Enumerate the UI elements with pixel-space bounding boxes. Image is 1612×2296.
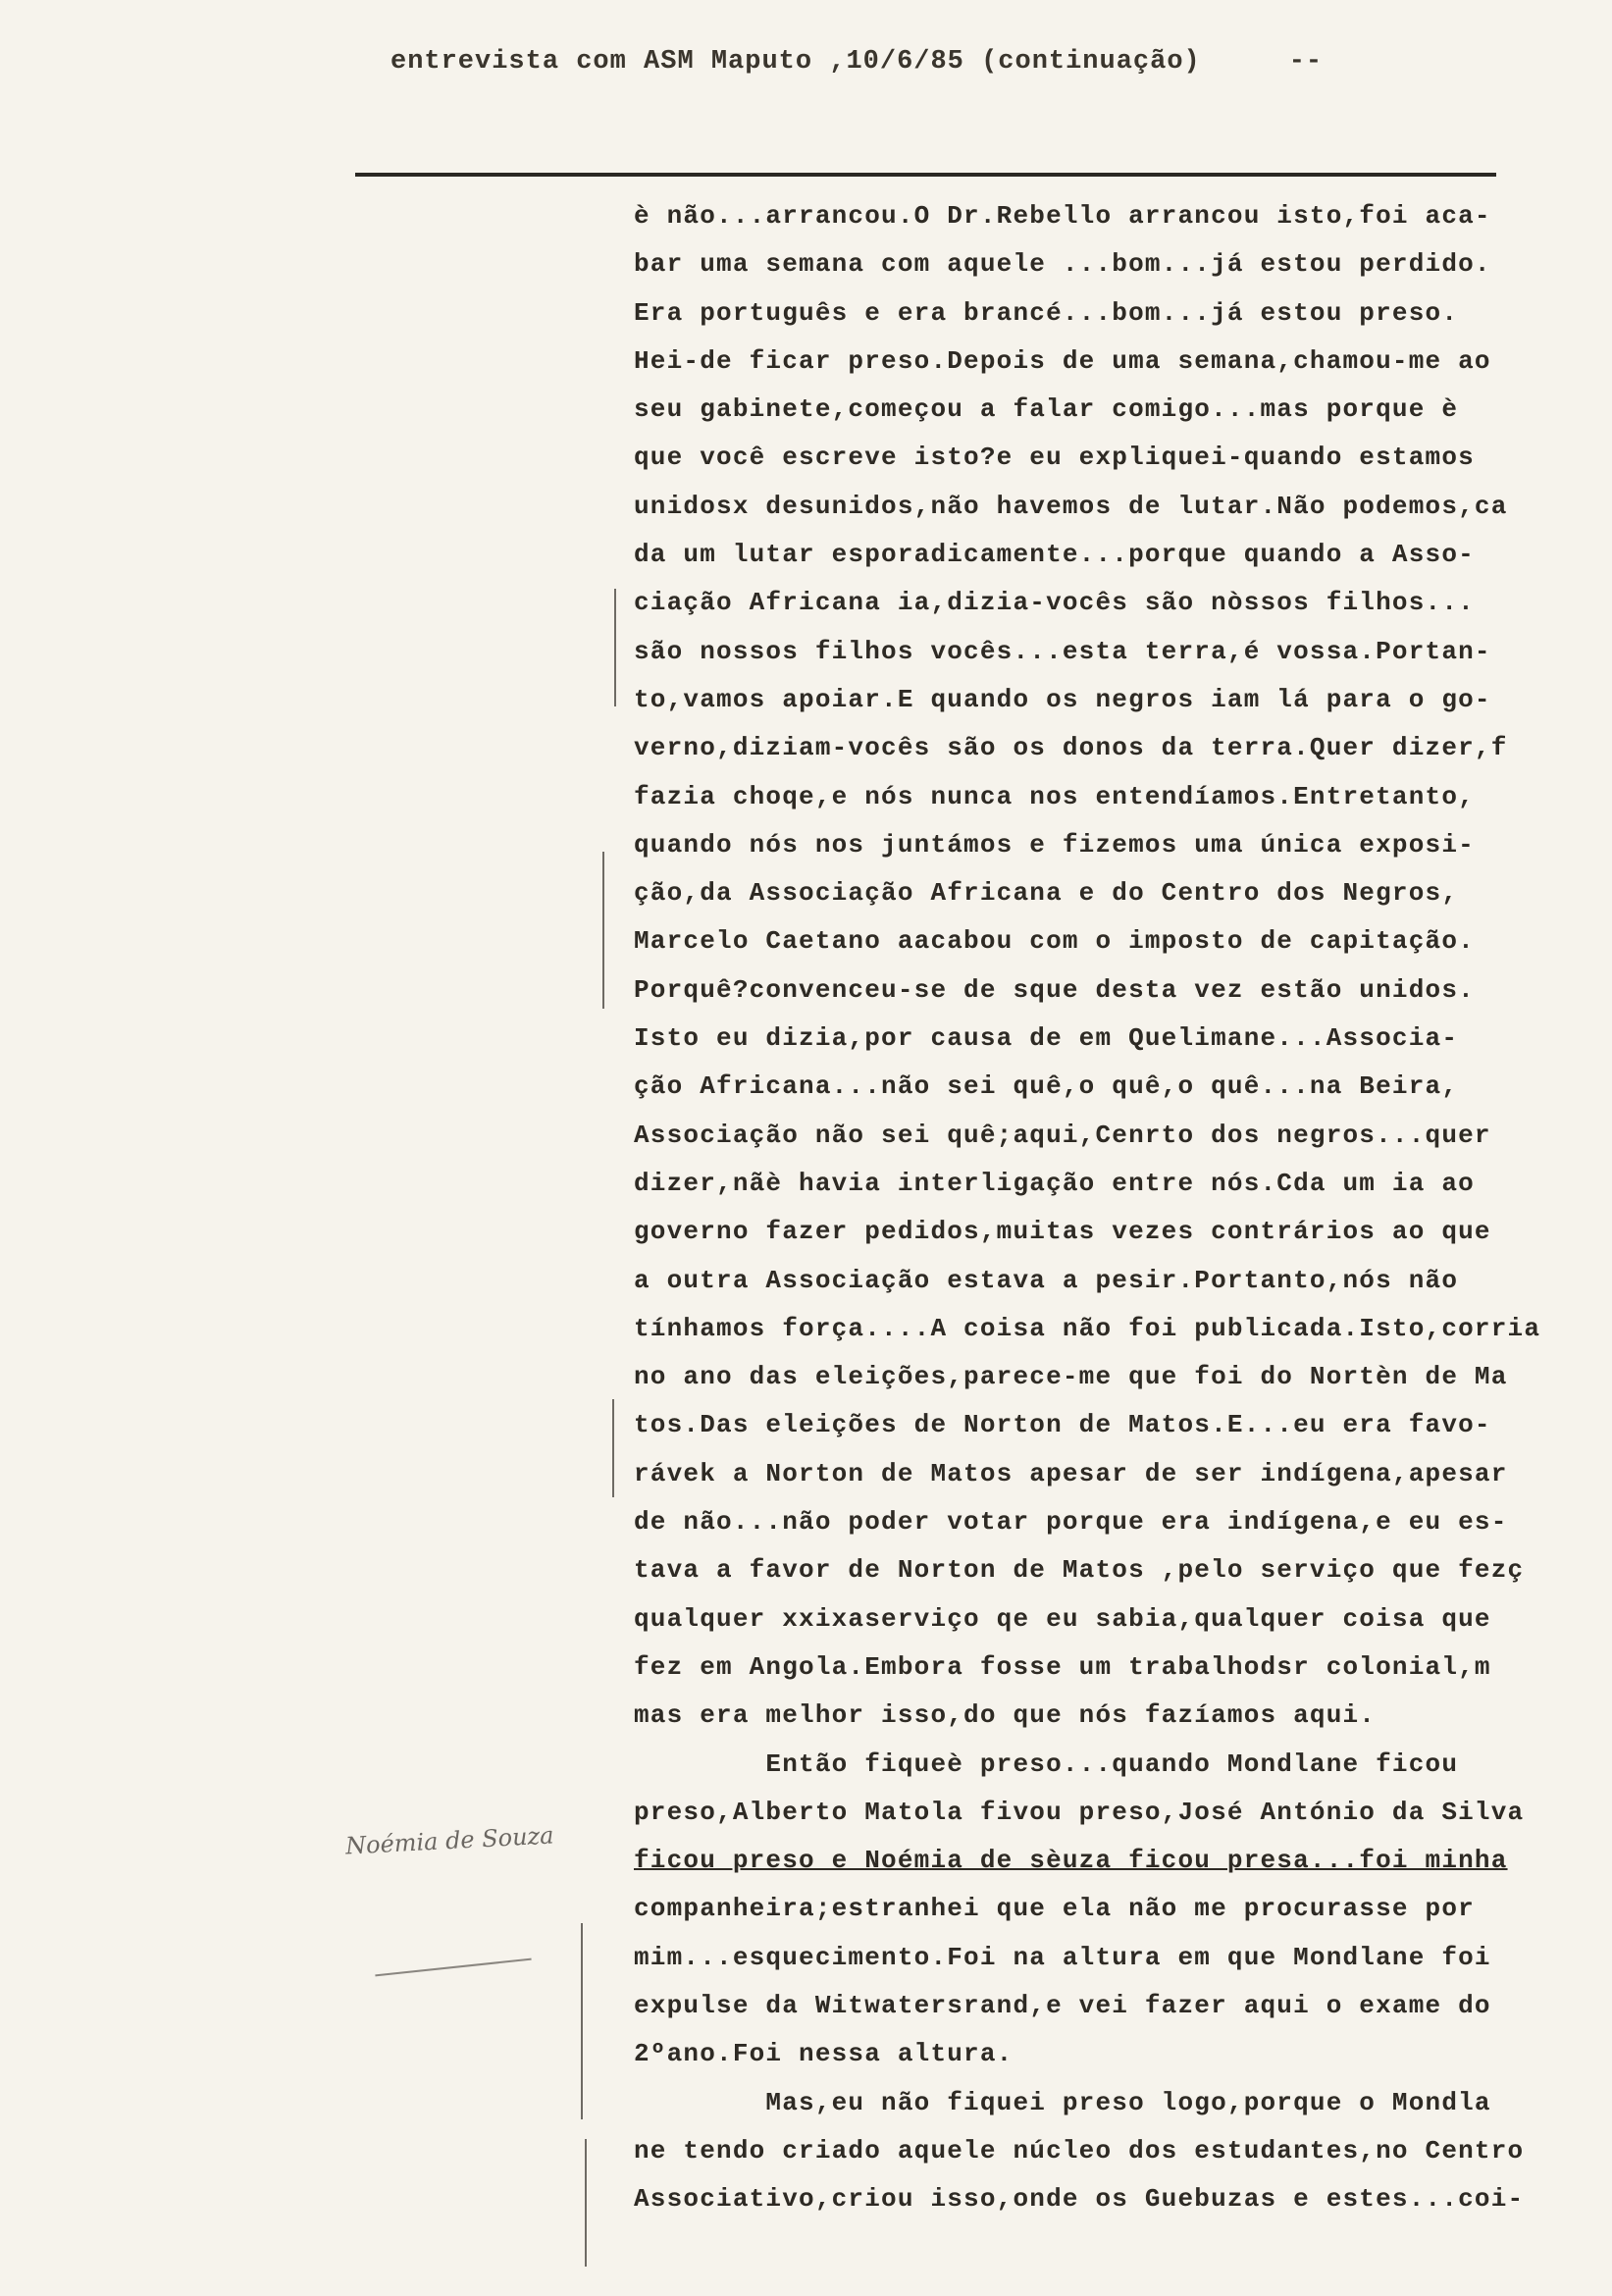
header-rule [355, 173, 1496, 177]
text-line: preso,Alberto Matola fivou preso,José António da Silva [634, 1797, 1525, 1827]
text-line: Marcelo Caetano aacabou com o imposto de capitação. [634, 926, 1475, 957]
text-line: a outra Associação estava a pesir.Portanto,nós não [634, 1265, 1459, 1295]
text-line: companheira;estranhei que ela não me procurasse por [634, 1894, 1475, 1924]
text-line: ciação Africana ia,dizia-vocês são nòssos filhos... [634, 588, 1475, 618]
text-line: ção,da Associação Africana e do Centro dos Negros, [634, 878, 1459, 909]
text-line: ção Africana...não sei quê,o quê,o quê...na Beira, [634, 1071, 1459, 1102]
text-line: Associação não sei quê;aqui,Cenrto dos negros...quer [634, 1120, 1491, 1150]
text-line: bar uma semana com aquele ...bom...já estou perdido. [634, 249, 1491, 280]
text-line: Isto eu dizia,por causa de em Quelimane...Associa- [634, 1023, 1459, 1054]
margin-bracket [581, 1923, 583, 2119]
text-line: governo fazer pedidos,muitas vezes contrários ao que [634, 1217, 1491, 1247]
text-line: Mas,eu não fiquei preso logo,porque o Mondla [634, 2087, 1491, 2117]
text-line: Então fiqueè preso...quando Mondlane ficou [634, 1748, 1459, 1779]
text-line: Hei-de ficar preso.Depois de uma semana,chamou-me ao [634, 345, 1491, 376]
text-line: fazia choqe,e nós nunca nos entendíamos.Entretanto, [634, 781, 1475, 811]
text-line: 2ºano.Foi nessa altura. [634, 2039, 1014, 2069]
page-header [390, 47, 1323, 77]
text-line: verno,diziam-vocês são os donos da terra.Quer dizer,f [634, 733, 1508, 763]
handwritten-underline [375, 1958, 531, 1977]
text-line: qualquer xxixaserviço qe eu sabia,qualquer coisa que [634, 1603, 1491, 1634]
margin-handwritten-note: Noémia de Souza [344, 1821, 555, 1860]
text-line: tínhamos força....A coisa não foi publicada.Isto,corria [634, 1313, 1541, 1343]
text-line: tava a favor de Norton de Matos ,pelo serviço que fezç [634, 1555, 1525, 1586]
text-line: fez em Angola.Embora fosse um trabalhodsr colonial,m [634, 1651, 1491, 1682]
text-line: tos.Das eleições de Norton de Matos.E...eu era favo- [634, 1410, 1491, 1440]
text-line: de não...não poder votar porque era indígena,e eu es- [634, 1507, 1508, 1538]
text-line: Porquê?convenceu-se de sque desta vez estão unidos. [634, 974, 1475, 1005]
text-line: que você escreve isto?e eu expliquei-quando estamos [634, 443, 1475, 473]
text-line: expulse da Witwatersrand,e vei fazer aqui o exame do [634, 1990, 1491, 2020]
text-line: ne tendo criado aquele núcleo dos estudantes,no Centro [634, 2135, 1525, 2166]
page-mark: -- [1288, 47, 1324, 77]
transcript-body [634, 192, 1605, 2223]
text-line: Associativo,criou isso,onde os Guebuzas e estes...coi- [634, 2184, 1525, 2215]
text-line: è não...arrancou.O Dr.Rebello arrancou isto,foi aca- [634, 201, 1491, 231]
header-title: entrevista com ASM Maputo ,10/6/85 (continuação) [390, 47, 1201, 77]
margin-bracket [614, 589, 616, 706]
margin-bracket [602, 852, 604, 1009]
text-line: no ano das eleições,parece-me que foi do Nortèn de Ma [634, 1362, 1508, 1392]
text-line: mim...esquecimento.Foi na altura em que Mondlane foi [634, 1942, 1491, 1972]
text-line: dizer,nãè havia interligação entre nós.Cda um ia ao [634, 1168, 1475, 1198]
text-line: da um lutar esporadicamente...porque quando a Asso- [634, 540, 1475, 570]
text-line: mas era melhor isso,do que nós fazíamos aqui. [634, 1700, 1377, 1731]
margin-bracket [585, 2139, 587, 2267]
margin-bracket [612, 1399, 614, 1497]
text-line: quando nós nos juntámos e fizemos uma única exposi- [634, 829, 1475, 860]
text-line: rávek a Norton de Matos apesar de ser indígena,apesar [634, 1458, 1508, 1488]
text-line: unidosx desunidos,não havemos de lutar.Não podemos,ca [634, 491, 1508, 521]
text-line: Era português e era brancé...bom...já estou preso. [634, 297, 1459, 328]
text-line: seu gabinete,começou a falar comigo...mas porque è [634, 394, 1459, 425]
text-line: são nossos filhos vocês...esta terra,é vossa.Portan- [634, 636, 1491, 666]
underlined-line: ficou preso e Noémia de sèuza ficou presa...foi minha [634, 1846, 1508, 1876]
text-line: to,vamos apoiar.E quando os negros iam lá para o go- [634, 684, 1491, 714]
